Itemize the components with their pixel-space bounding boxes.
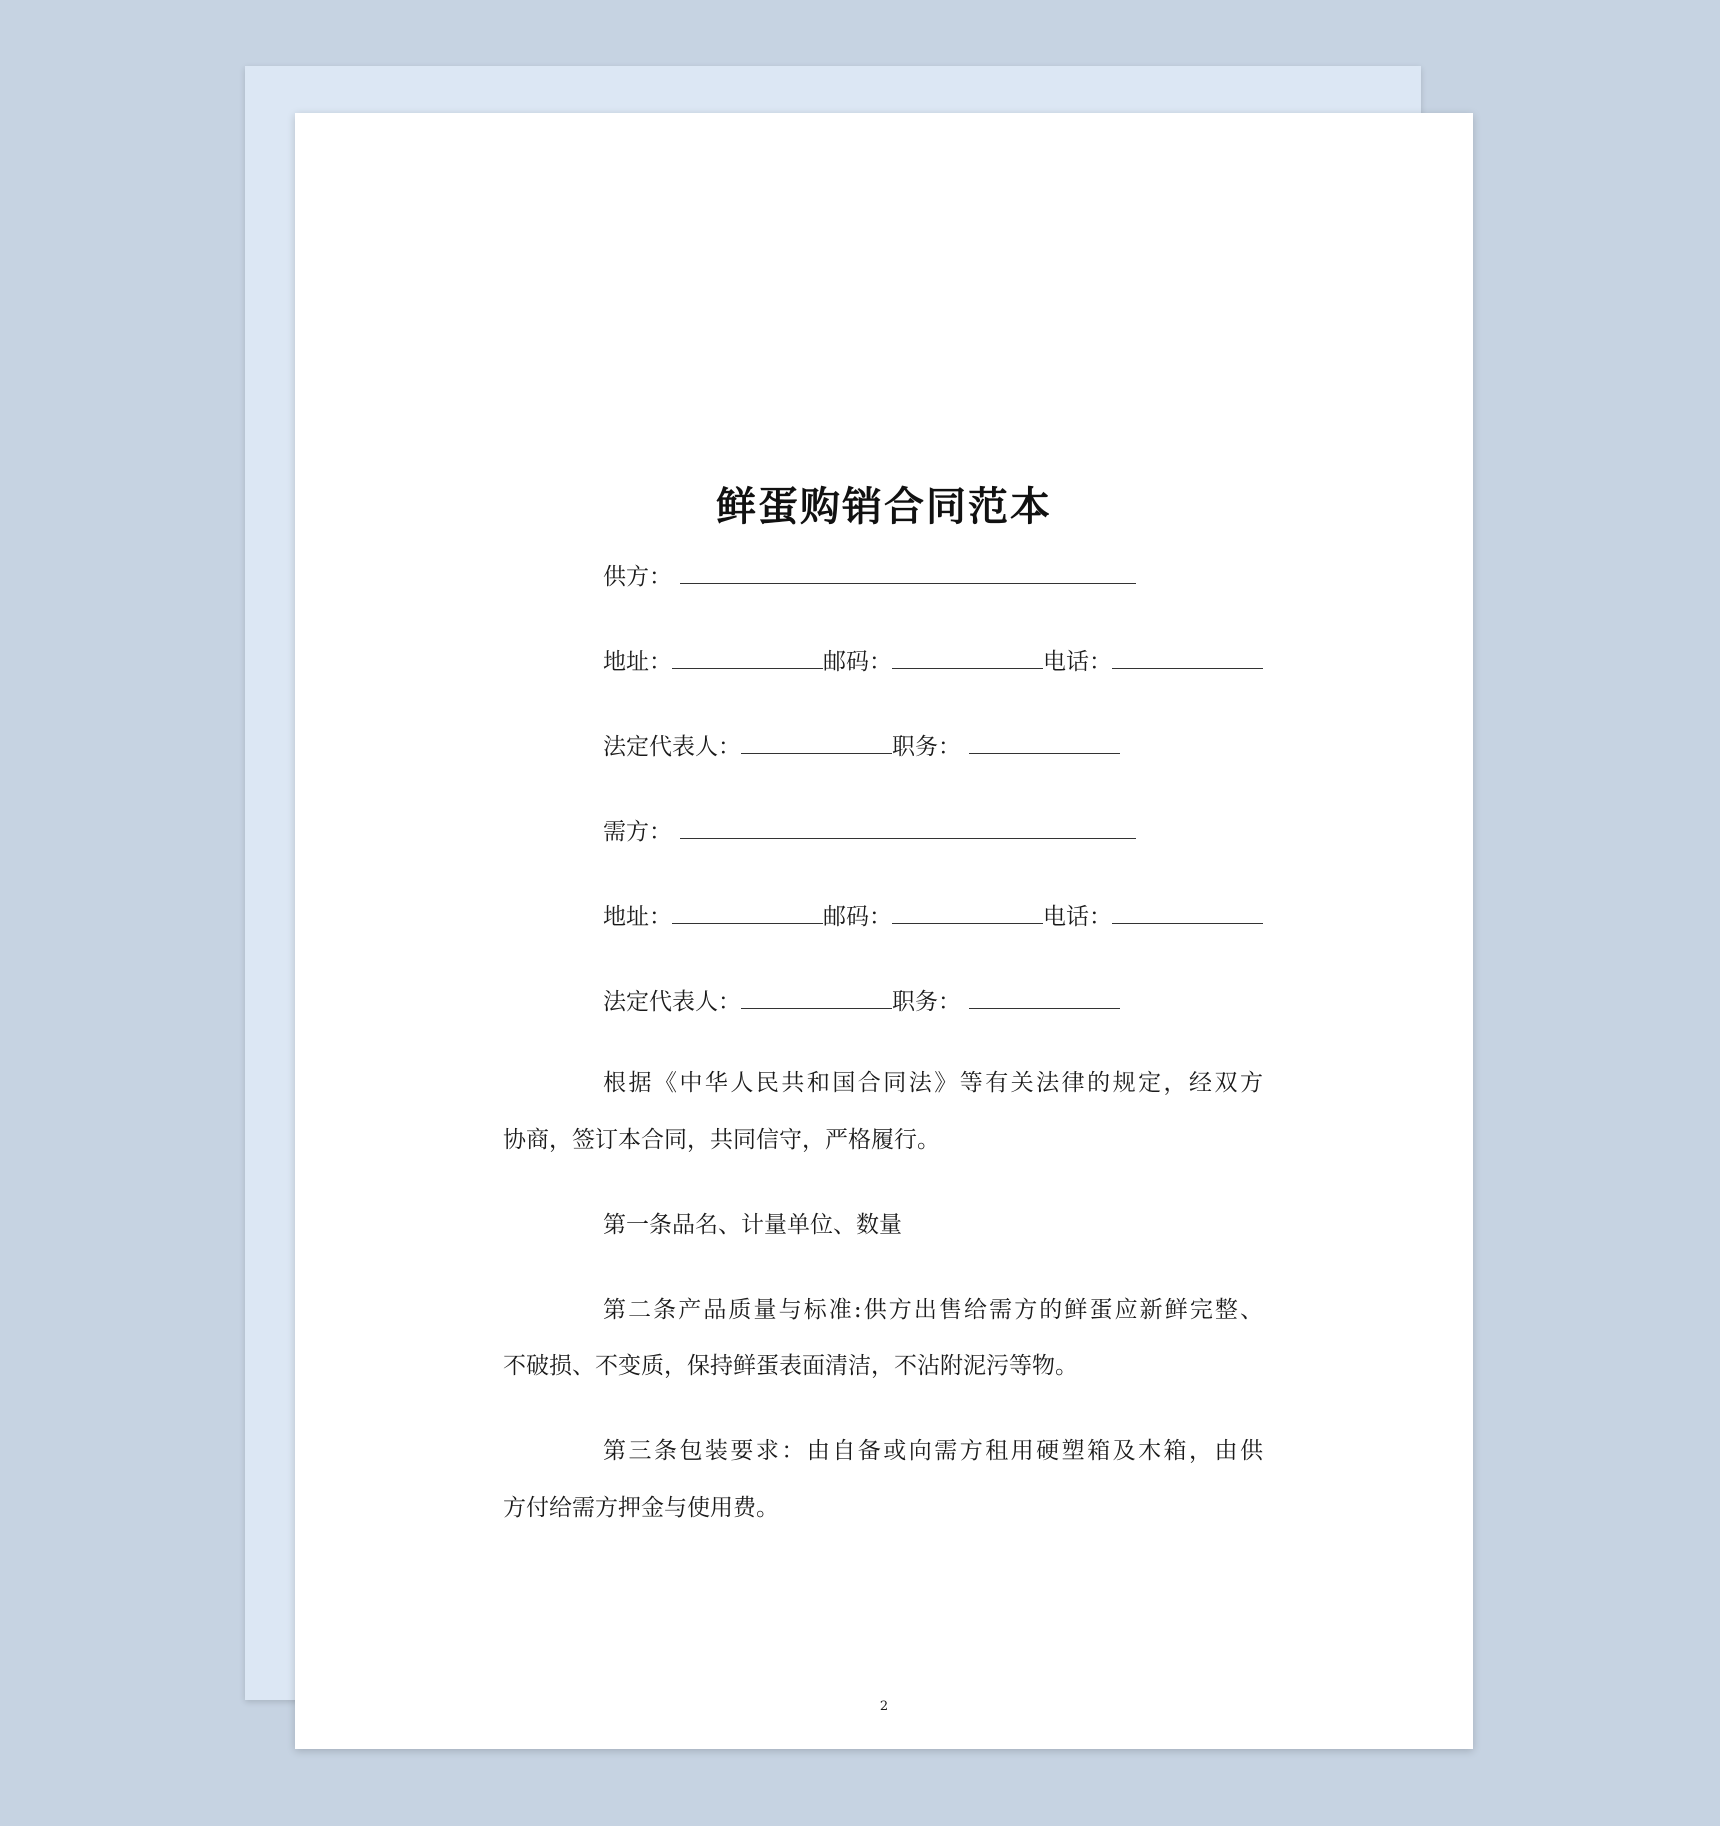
document-page <box>295 113 1473 1749</box>
supplier-postcode-label: 邮码： <box>823 649 892 675</box>
buyer-blank[interactable] <box>680 814 1136 839</box>
supplier-address-label: 地址： <box>603 649 672 675</box>
buyer-postcode-label: 邮码： <box>823 904 892 930</box>
article-1: 第一条品名、计量单位、数量 <box>603 1212 902 1238</box>
buyer-row <box>603 814 1136 847</box>
supplier-rep-label: 法定代表人： <box>603 734 741 760</box>
article-2-line-1: 第二条产品质量与标准:供方出售给需方的鲜蛋应新鲜完整、 <box>603 1297 1263 1323</box>
article-2-line-2: 不破损、不变质，保持鲜蛋表面清洁，不沾附泥污等物。 <box>503 1353 1078 1379</box>
paragraph-1-line-2: 协商，签订本合同，共同信守，严格履行。 <box>503 1127 940 1153</box>
buyer-rep-blank[interactable] <box>741 984 892 1009</box>
buyer-address-label: 地址： <box>603 904 672 930</box>
document-title: 鲜蛋购销合同范本 <box>716 484 1052 530</box>
buyer-address-blank[interactable] <box>672 899 823 924</box>
supplier-rep-row <box>603 729 1120 762</box>
article-3-line-1: 第三条包装要求：由自备或向需方租用硬塑箱及木箱，由供 <box>603 1438 1263 1464</box>
supplier-row <box>603 559 1136 592</box>
buyer-position-blank[interactable] <box>969 984 1120 1009</box>
buyer-position-label: 职务： <box>892 989 961 1015</box>
paragraph-1-line-1: 根据《中华人民共和国合同法》等有关法律的规定，经双方 <box>603 1070 1263 1096</box>
buyer-rep-row <box>603 984 1120 1017</box>
supplier-phone-label: 电话： <box>1043 649 1112 675</box>
supplier-contact-row <box>603 644 1263 677</box>
supplier-position-blank[interactable] <box>969 729 1120 754</box>
supplier-address-blank[interactable] <box>672 644 823 669</box>
buyer-label: 需方： <box>603 819 672 845</box>
supplier-phone-blank[interactable] <box>1112 644 1263 669</box>
article-3-line-2: 方付给需方押金与使用费。 <box>503 1495 779 1521</box>
buyer-postcode-blank[interactable] <box>892 899 1043 924</box>
buyer-rep-label: 法定代表人： <box>603 989 741 1015</box>
buyer-contact-row <box>603 899 1263 932</box>
buyer-phone-blank[interactable] <box>1112 899 1263 924</box>
supplier-position-label: 职务： <box>892 734 961 760</box>
page-number: 2 <box>879 1699 889 1714</box>
buyer-phone-label: 电话： <box>1043 904 1112 930</box>
supplier-label: 供方： <box>603 564 672 590</box>
supplier-rep-blank[interactable] <box>741 729 892 754</box>
supplier-postcode-blank[interactable] <box>892 644 1043 669</box>
supplier-blank[interactable] <box>680 559 1136 584</box>
